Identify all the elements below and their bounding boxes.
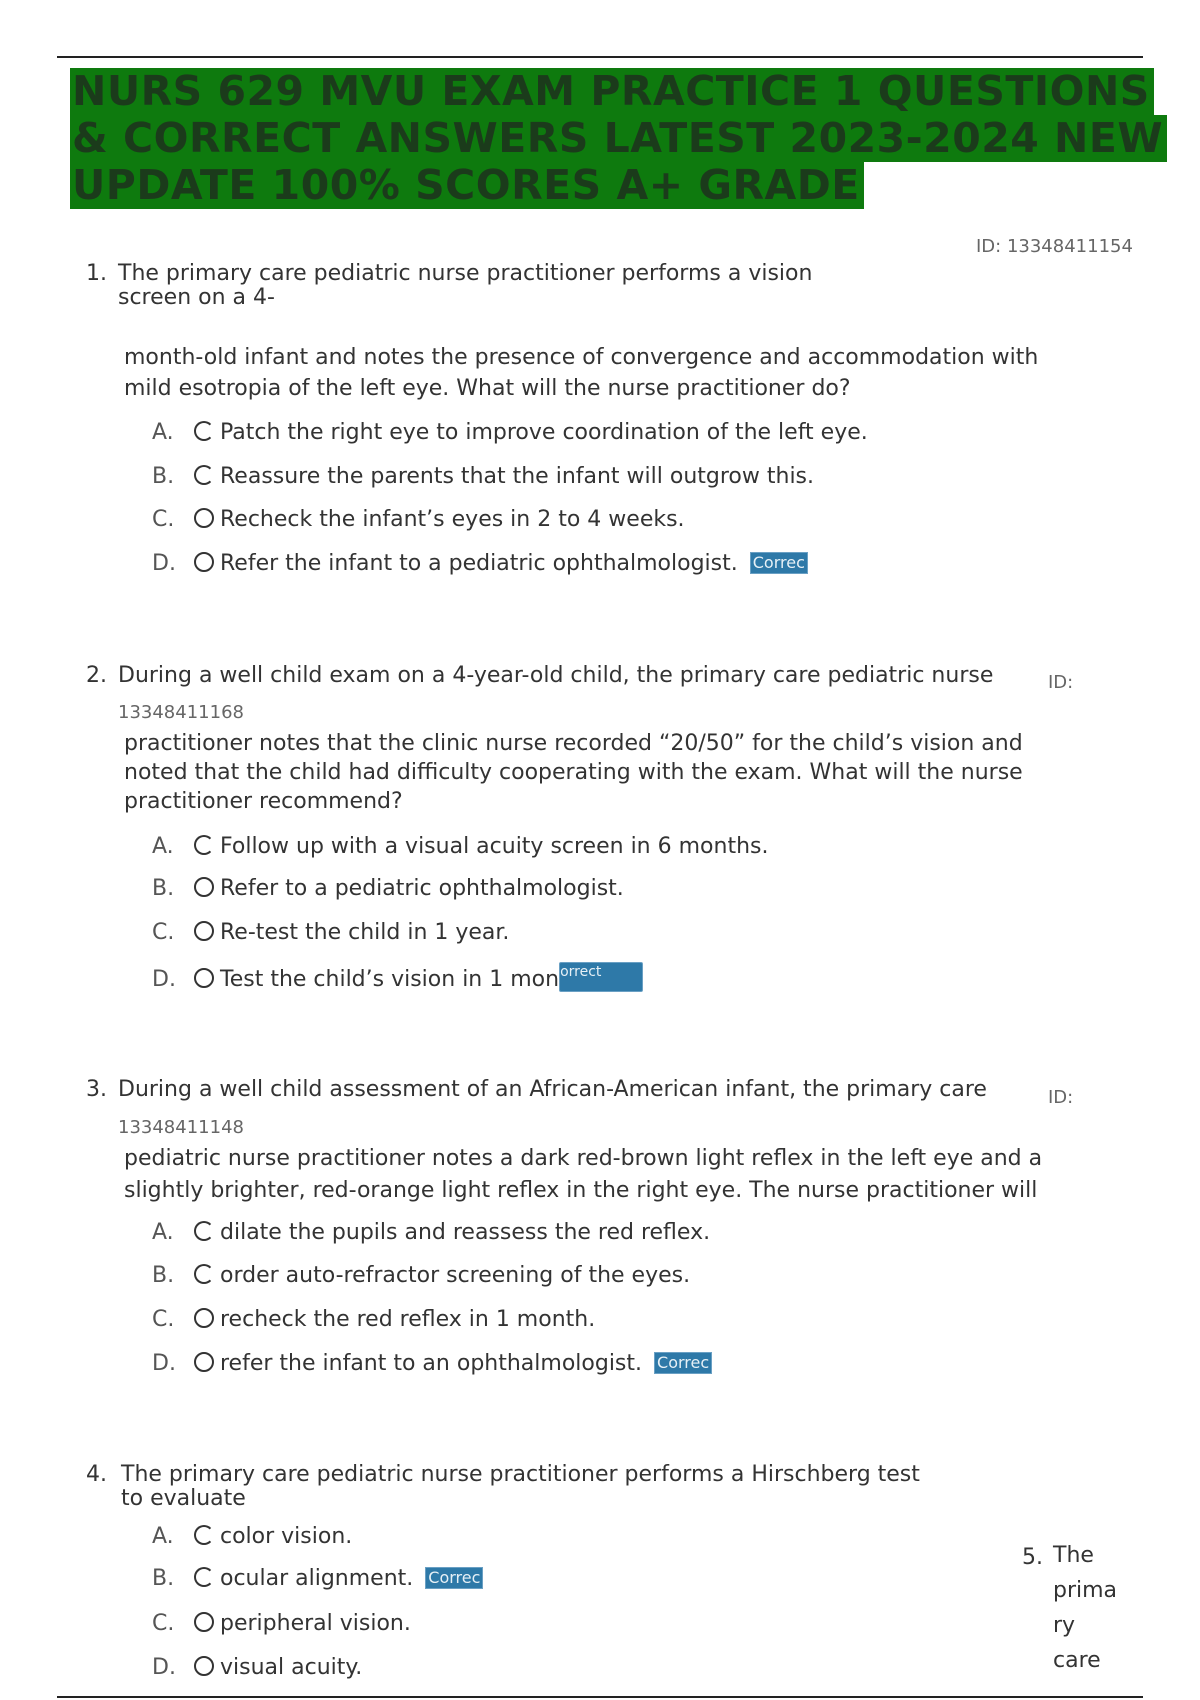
option-b[interactable]: B. Reassure the parents that the infant will outgrow this. (152, 464, 815, 489)
question-first-line: During a well child assessment of an African-American infant, the primary care (118, 1077, 987, 1102)
question-number: 1. (86, 261, 107, 286)
radio-icon[interactable] (194, 921, 214, 941)
radio-icon[interactable] (194, 1656, 214, 1676)
question-stem: pediatric nurse practitioner notes a dark red-brown light reflex in the left eye and a slightly brighter, red-orange light reflex in the right eye. The nurse practitioner will (124, 1146, 1043, 1203)
question-id-label: ID: (1048, 672, 1074, 693)
question-id: ID: 13348411154 (976, 236, 1133, 257)
option-b[interactable]: B. order auto-refractor screening of the eyes. (152, 1263, 691, 1288)
title-line-2: & CORRECT ANSWERS LATEST 2023-2024 NEW (70, 115, 1167, 162)
question-number: 2. (86, 663, 107, 688)
question-second-line: to evaluate (121, 1486, 246, 1511)
option-d[interactable]: D. Refer the infant to a pediatric ophthalmologist. Correc (152, 549, 808, 579)
question-first-line: The primary care pediatric nurse practitioner performs a vision (118, 261, 813, 286)
title-line-3: UPDATE 100% SCORES A+ GRADE (70, 162, 864, 209)
option-a[interactable]: A. Follow up with a visual acuity screen in 6 months. (152, 834, 769, 859)
radio-icon[interactable] (194, 1612, 214, 1632)
radio-icon[interactable] (194, 465, 214, 485)
correct-badge: Correc (750, 552, 808, 574)
radio-icon[interactable] (194, 1221, 214, 1241)
question-first-line: The primary care pediatric nurse practitioner performs a Hirschberg test (121, 1462, 920, 1487)
option-c[interactable]: C. peripheral vision. (152, 1611, 411, 1636)
correct-badge: Correc (654, 1352, 712, 1374)
radio-icon[interactable] (194, 552, 214, 572)
option-a[interactable]: A. dilate the pupils and reassess the red reflex. (152, 1220, 711, 1245)
question-stem: practitioner notes that the clinic nurse recorded “20/50” for the child’s vision and noted that the child had difficulty cooperating with the exam. What will the nurse practitioner recommend? (124, 731, 1023, 814)
top-rule (57, 56, 1143, 58)
radio-icon[interactable] (194, 1264, 214, 1284)
radio-icon[interactable] (194, 1525, 214, 1545)
question-stem: month-old infant and notes the presence of convergence and accommodation with mild esotropia of the left eye. What will the nurse practitioner do? (124, 345, 1039, 401)
option-c[interactable]: C. recheck the red reflex in 1 month. (152, 1307, 596, 1332)
option-a[interactable]: A. color vision. (152, 1524, 353, 1549)
option-c[interactable]: C. Recheck the infant’s eyes in 2 to 4 weeks. (152, 507, 685, 532)
question-first-line: During a well child exam on a 4-year-old child, the primary care pediatric nurse (118, 663, 994, 688)
radio-icon[interactable] (194, 421, 214, 441)
question-number: 3. (86, 1077, 107, 1102)
question-id-number: 13348411148 (118, 1117, 244, 1138)
radio-icon[interactable] (194, 835, 214, 855)
question-5-text: The prima ry care (1053, 1543, 1118, 1673)
radio-icon[interactable] (194, 877, 214, 897)
radio-icon[interactable] (194, 1308, 214, 1328)
radio-icon[interactable] (194, 1352, 214, 1372)
title-line-1: NURS 629 MVU EXAM PRACTICE 1 QUESTIONS (70, 68, 1154, 115)
radio-icon[interactable] (194, 508, 214, 528)
correct-badge: orrect (559, 962, 643, 992)
option-d[interactable]: D. refer the infant to an ophthalmologist. Correc (152, 1349, 712, 1379)
question-id-label: ID: (1048, 1087, 1074, 1108)
question-number: 4. (86, 1462, 107, 1487)
option-b[interactable]: B. Refer to a pediatric ophthalmologist. (152, 876, 624, 901)
radio-icon[interactable] (194, 968, 214, 988)
radio-icon[interactable] (194, 1567, 214, 1587)
option-c[interactable]: C. Re-test the child in 1 year. (152, 920, 510, 945)
option-d[interactable]: D. Test the child’s vision in 1 monorrect (152, 962, 643, 992)
question-id-number: 13348411168 (118, 702, 244, 723)
question-number: 5. (1022, 1545, 1043, 1570)
correct-badge: Correc (425, 1567, 483, 1589)
bottom-rule (57, 1696, 1143, 1698)
document-title (70, 67, 1164, 209)
question-second-line: screen on a 4- (118, 285, 275, 310)
option-a[interactable]: A. Patch the right eye to improve coordination of the left eye. (152, 420, 868, 445)
option-d[interactable]: D. visual acuity. (152, 1655, 363, 1680)
option-b[interactable]: B. ocular alignment. Correc (152, 1564, 483, 1594)
